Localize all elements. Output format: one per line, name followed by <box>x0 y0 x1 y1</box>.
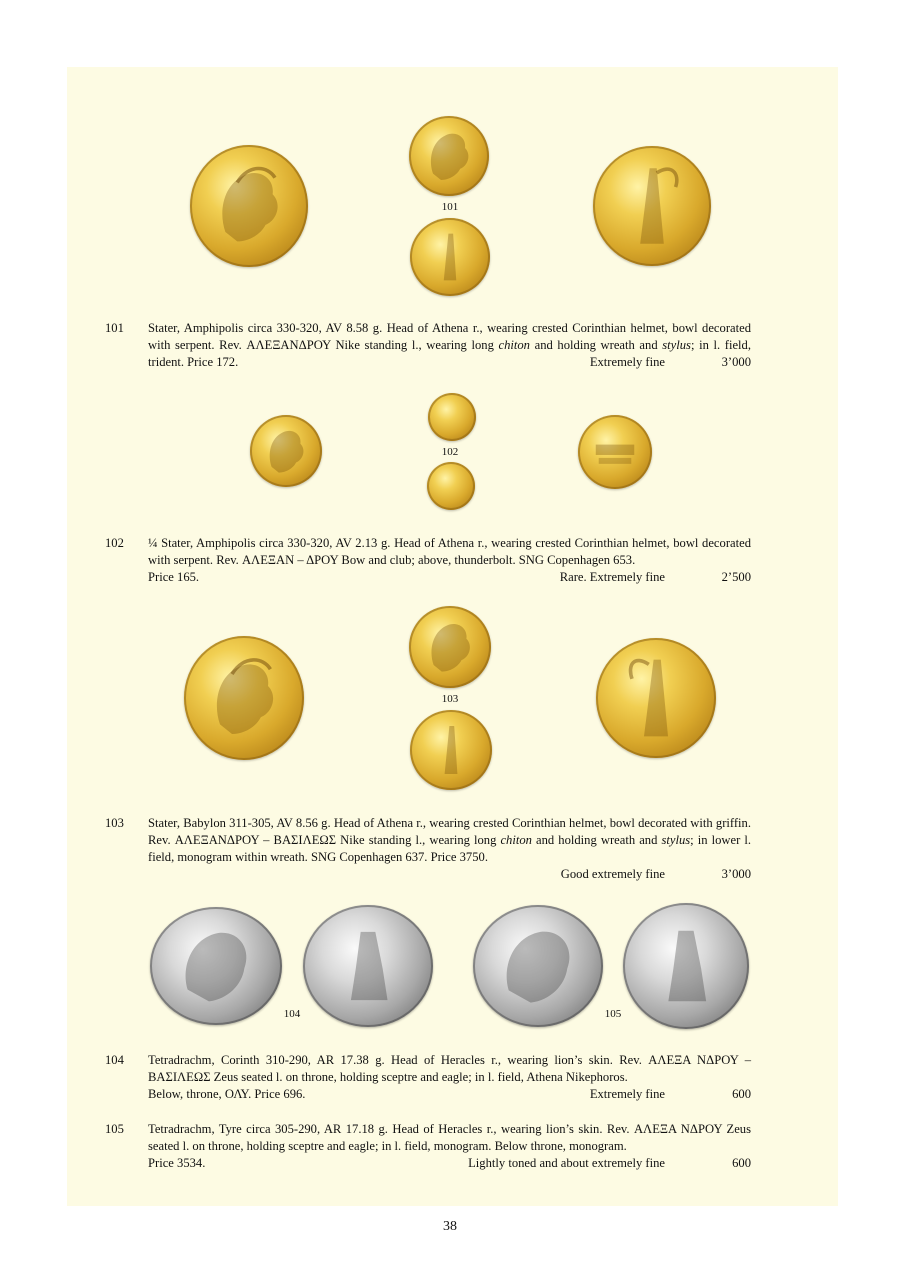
athena-head-icon <box>190 145 308 267</box>
lot-grade: Rare. Extremely fine <box>559 570 665 584</box>
lot-104-photo-label: 104 <box>283 1008 301 1020</box>
coin-101-obverse <box>409 116 489 196</box>
lot-number: 105 <box>105 1122 124 1136</box>
coin-102-reverse <box>427 462 475 510</box>
coin-102-obverse <box>428 393 476 441</box>
lot-number: 102 <box>105 536 124 550</box>
lot-text: Tetradrachm, Corinth 310-290, AR 17.38 g. Head of Heracles r., wearing lion’s skin. Rev. ΑΛΕΞΑ ΝΔΡΟΥ – ΒΑΣΙΛΕΩΣ Zeus seated l. on throne, holding sceptre and eagle; in l. field, Athena Nikephoros. <box>148 1053 751 1084</box>
lot-price: 600 <box>732 1087 751 1101</box>
zeus-enthroned-icon <box>623 903 749 1029</box>
coin-105-obverse <box>473 905 603 1027</box>
bow-and-club-icon <box>578 415 652 489</box>
coin-104-obverse <box>150 907 282 1025</box>
lot-text: ¼ Stater, Amphipolis circa 330-320, AV 2.13 g. Head of Athena r., wearing crested Corinthian helmet, bowl decorated with serpent. Rev. ΑΛΕΞΑΝ – ΔΡΟΥ Bow and club; above, thunderbolt. SNG Copenhagen 653. <box>148 536 751 567</box>
lot-102-photo-label: 102 <box>441 446 459 458</box>
lot-101-photo-label: 101 <box>441 201 459 213</box>
coin-102-obverse-enlarged <box>250 415 322 487</box>
zeus-enthroned-icon <box>303 905 433 1027</box>
coin-104-reverse <box>303 905 433 1027</box>
coin-101-reverse <box>410 218 490 296</box>
lot-text: Stater, Amphipolis circa 330-320, AV 8.58 g. Head of Athena r., wearing crested Corinthian helmet, bowl decorated with serpent. Rev. ΑΛΕΞΑΝΔΡΟΥ Nike standing l., wearing long chiton and holding wreath and stylus; in l. field, trident. Price 172. <box>148 321 751 369</box>
athena-head-icon <box>250 415 322 487</box>
coin-103-obverse <box>409 606 491 688</box>
nike-figure-icon <box>410 710 492 790</box>
lot-103-description <box>105 815 751 883</box>
lot-text: Stater, Babylon 311-305, AV 8.56 g. Head of Athena r., wearing crested Corinthian helmet, bowl decorated with griffin. Rev. ΑΛΕΞΑΝΔΡΟΥ – ΒΑΣΙΛΕΩΣ Nike standing l., wearing long chiton and holding wreath and stylus; in lower l. field, monogram within wreath. SNG Copenhagen 637. Price 3750. <box>148 816 752 864</box>
athena-head-icon <box>409 606 491 688</box>
lot-text-last-line: Below, throne, ΟΛΥ. Price 696. <box>148 1087 306 1101</box>
lot-103-photo-label: 103 <box>441 693 459 705</box>
lot-102-description <box>105 535 751 586</box>
athena-head-icon <box>184 636 304 760</box>
lot-number: 101 <box>105 321 124 335</box>
nike-figure-icon <box>596 638 716 758</box>
page-number: 38 <box>443 1219 457 1234</box>
lot-text-last-line: Price 165. <box>148 570 200 584</box>
athena-head-icon <box>409 116 489 196</box>
lot-105-photo-label: 105 <box>604 1008 622 1020</box>
lot-text-last-line: Price 3534. <box>148 1156 206 1170</box>
lot-grade: Extremely fine <box>589 1087 665 1101</box>
lot-104-description <box>105 1052 751 1103</box>
lot-grade: Extremely fine <box>589 355 665 369</box>
coin-105-reverse <box>623 903 749 1029</box>
coin-103-reverse-enlarged <box>596 638 716 758</box>
lot-grade: Good extremely fine <box>560 867 665 881</box>
coin-102-reverse-enlarged <box>578 415 652 489</box>
heracles-head-icon <box>150 907 282 1025</box>
heracles-head-icon <box>473 905 603 1027</box>
lot-number: 104 <box>105 1053 124 1067</box>
coin-103-reverse <box>410 710 492 790</box>
lot-price: 3’000 <box>721 867 751 881</box>
nike-figure-icon <box>410 218 490 296</box>
coin-101-obverse-enlarged <box>190 145 308 267</box>
lot-number: 103 <box>105 816 124 830</box>
lot-text: Tetradrachm, Tyre circa 305-290, AR 17.18 g. Head of Heracles r., wearing lion’s skin. Rev. ΑΛΕΞΑ ΝΔΡΟΥ Zeus seated l. on throne, holding sceptre and eagle; in l. field, monogram. Below throne, monogram. <box>148 1122 751 1153</box>
lot-price: 2’500 <box>721 570 751 584</box>
nike-figure-icon <box>593 146 711 266</box>
lot-grade: Lightly toned and about extremely fine <box>468 1156 665 1170</box>
lot-price: 3’000 <box>721 355 751 369</box>
lot-105-description <box>105 1121 751 1172</box>
coin-101-reverse-enlarged <box>593 146 711 266</box>
lot-price: 600 <box>732 1156 751 1170</box>
coin-103-obverse-enlarged <box>184 636 304 760</box>
lot-101-description <box>105 320 751 371</box>
